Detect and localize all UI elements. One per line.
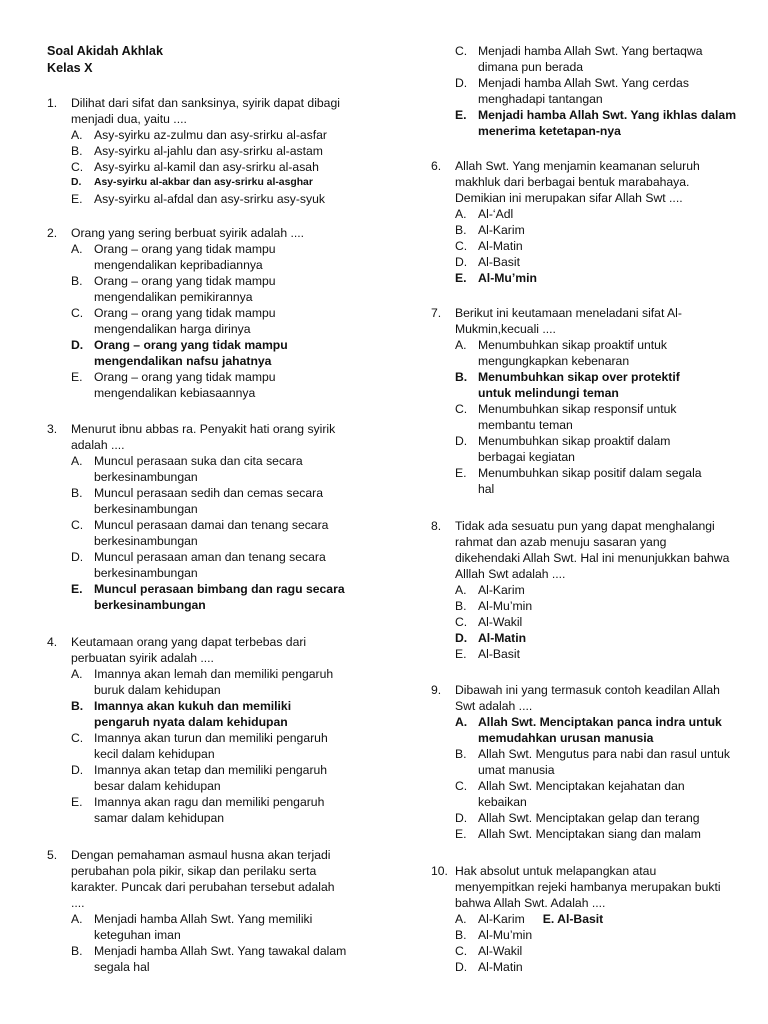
option-b[interactable] [431, 598, 731, 614]
question-5-continued [431, 43, 741, 139]
option-text: Orang – orang yang tidak mampu mengendalikan nafsu jahatnya [94, 338, 288, 368]
question-4 [47, 634, 347, 826]
question-number: 6. [431, 159, 442, 173]
option-text: Menjadi hamba Allah Swt. Yang ikhlas dalam menerima ketetapan-nya [478, 108, 737, 138]
option-text: Imannya akan ragu dan memiliki pengaruh samar dalam kehidupan [94, 795, 325, 825]
option-text: Al-Mu’min [478, 271, 537, 285]
option-text: Menjadi hamba Allah Swt. Yang memiliki keteguhan iman [94, 912, 313, 942]
option-text: Al-Mu’min [478, 928, 533, 942]
option-letter: C. [455, 402, 468, 416]
option-b[interactable] [47, 698, 347, 730]
option-text: Orang – orang yang tidak mampu mengendalikan pemikirannya [94, 274, 276, 304]
option-d[interactable] [431, 810, 731, 826]
option-e[interactable] [47, 794, 347, 826]
question-number: 9. [431, 683, 442, 697]
option-text: Menjadi hamba Allah Swt. Yang bertaqwa dimana pun berada [478, 44, 703, 74]
option-letter: D. [71, 763, 84, 777]
option-b[interactable] [47, 943, 347, 975]
option-text: Al-Matin [478, 631, 527, 645]
option-text: Asy-syirku al-jahlu dan asy-srirku al-astam [94, 144, 323, 158]
option-letter: E. [455, 647, 467, 661]
option-letter: E. [455, 108, 467, 122]
option-b[interactable] [431, 222, 736, 238]
question-number: 2. [47, 226, 58, 240]
option-letter: D. [455, 811, 468, 825]
option-d[interactable] [431, 75, 741, 107]
option-text: Imannya akan turun dan memiliki pengaruh kecil dalam kehidupan [94, 731, 328, 761]
option-letter: E. [71, 370, 83, 384]
option-text: Al-Karim [478, 223, 525, 237]
option-a[interactable] [47, 241, 347, 273]
option-letter: C. [455, 944, 468, 958]
option-letter: D. [455, 960, 468, 974]
option-letter: D. [455, 434, 468, 448]
option-a[interactable] [47, 666, 347, 698]
question-text: Hak absolut untuk melapangkan atau menyempitkan rejeki hambanya merupakan bukti bahwa Allah Swt. Adalah .... [455, 864, 721, 910]
option-text: Al-Wakil [478, 615, 523, 629]
question-number: 5. [47, 848, 58, 862]
option-letter: C. [455, 779, 468, 793]
option-text [478, 911, 721, 927]
option-e[interactable] [431, 646, 731, 662]
option-a[interactable] [431, 582, 731, 598]
option-a[interactable] [431, 911, 721, 927]
option-letter: E. [71, 192, 83, 206]
option-text: Allah Swt. Menciptakan siang dan malam [478, 827, 701, 841]
option-letter: C. [71, 160, 84, 174]
option-letter: A. [455, 583, 467, 597]
option-d[interactable] [431, 433, 706, 465]
question-text: Keutamaan orang yang dapat terbebas dari perbuatan syirik adalah .... [71, 635, 307, 665]
option-text: Allah Swt. Menciptakan kejahatan dan kebaikan [478, 779, 685, 809]
option-c[interactable] [431, 943, 721, 959]
question-1 [47, 95, 377, 207]
option-d[interactable] [431, 959, 721, 975]
option-c[interactable] [47, 730, 347, 762]
option-letter: D. [71, 338, 84, 352]
option-c[interactable] [431, 43, 741, 75]
option-b[interactable] [47, 485, 367, 517]
question-10 [431, 863, 721, 975]
option-text: Al-Basit [478, 255, 520, 269]
option-text: Al-Basit [478, 647, 520, 661]
option-c[interactable] [431, 614, 731, 630]
option-c[interactable] [431, 778, 731, 810]
option-text: Imannya akan kukuh dan memiliki pengaruh nyata dalam kehidupan [94, 699, 292, 729]
option-e[interactable] [431, 465, 706, 497]
option-text: Muncul perasaan sedih dan cemas secara berkesinambungan [94, 486, 323, 516]
option-e[interactable] [47, 369, 347, 401]
option-text: Menjadi hamba Allah Swt. Yang cerdas menghadapi tantangan [478, 76, 689, 106]
option-a[interactable] [431, 714, 731, 746]
option-letter: D. [455, 255, 468, 269]
option-letter: B. [455, 370, 468, 384]
option-text: Muncul perasaan bimbang dan ragu secara berkesinambungan [94, 582, 345, 612]
option-text: Al-Mu’min [478, 599, 533, 613]
option-a[interactable] [431, 206, 736, 222]
option-letter: A. [455, 715, 468, 729]
option-letter: A. [71, 128, 83, 142]
option-letter: C. [71, 731, 84, 745]
option-e[interactable] [431, 107, 741, 139]
option-text: Orang – orang yang tidak mampu mengendalikan kepribadiannya [94, 242, 276, 272]
option-text: Asy-syirku al-kamil dan asy-srirku al-asah [94, 160, 319, 174]
question-text: Menurut ibnu abbas ra. Penyakit hati orang syirik adalah .... [71, 422, 336, 452]
option-text: Menumbuhkan sikap proaktif untuk mengungkapkan kebenaran [478, 338, 668, 368]
question-text: Allah Swt. Yang menjamin keamanan seluruh makhluk dari berbagai bentuk marabahaya. Demikian ini merupakan sifar Allah Swt .... [455, 159, 700, 205]
option-e[interactable] [47, 581, 367, 613]
option-d[interactable] [47, 762, 347, 794]
option-text: Muncul perasaan suka dan cita secara berkesinambungan [94, 454, 303, 484]
option-letter: C. [455, 44, 468, 58]
option-text: Menjadi hamba Allah Swt. Yang tawakal dalam segala hal [94, 944, 347, 974]
option-b[interactable] [47, 143, 377, 159]
option-a[interactable] [47, 911, 347, 943]
option-c[interactable] [431, 238, 736, 254]
option-text: Menumbuhkan sikap responsif untuk membantu teman [478, 402, 677, 432]
option-text: Al-Wakil [478, 944, 523, 958]
option-letter: A. [71, 912, 83, 926]
option-letter: A. [455, 912, 467, 926]
question-text: Dibawah ini yang termasuk contoh keadilan Allah Swt adalah .... [455, 683, 720, 713]
question-7 [431, 305, 706, 497]
question-number: 3. [47, 422, 58, 436]
option-text: Orang – orang yang tidak mampu mengendalikan kebiasaannya [94, 370, 276, 400]
option-letter: B. [455, 928, 467, 942]
option-letter: E. [455, 271, 467, 285]
option-letter: C. [71, 518, 84, 532]
option-text: Muncul perasaan aman dan tenang secara berkesinambungan [94, 550, 326, 580]
exam-class: Kelas X [47, 61, 93, 75]
question-9 [431, 682, 731, 842]
question-number: 1. [47, 96, 58, 110]
option-d[interactable] [47, 549, 367, 581]
option-letter: B. [455, 599, 467, 613]
question-text: Dilihat dari sifat dan sanksinya, syirik dapat dibagi menjadi dua, yaitu .... [71, 96, 340, 126]
option-letter: A. [455, 338, 467, 352]
option-e[interactable] [431, 270, 736, 286]
option-text: Asy-syirku al-afdal dan asy-srirku asy-syuk [94, 192, 325, 206]
option-text: Allah Swt. Mengutus para nabi dan rasul untuk umat manusia [478, 747, 731, 777]
option-letter: A. [71, 454, 83, 468]
option-b[interactable] [431, 927, 721, 943]
option-letter: A. [71, 242, 83, 256]
option-c[interactable] [431, 401, 706, 433]
option-letter: E. [455, 827, 467, 841]
option-text: Asy-syirku az-zulmu dan asy-srirku al-asfar [94, 128, 327, 142]
exam-title: Soal Akidah Akhlak [47, 44, 163, 58]
page-header [47, 43, 163, 77]
option-c[interactable] [47, 305, 347, 337]
option-d[interactable] [431, 254, 736, 270]
option-text: Allah Swt. Menciptakan gelap dan terang [478, 811, 700, 825]
option-letter: C. [455, 615, 468, 629]
option-letter: E. [71, 795, 83, 809]
option-d[interactable] [47, 175, 377, 191]
question-number: 4. [47, 635, 58, 649]
option-c[interactable] [47, 159, 377, 175]
option-a-text: Al-Karim [478, 912, 525, 926]
option-letter: D. [71, 550, 84, 564]
option-letter: E. [71, 582, 83, 596]
question-text: Orang yang sering berbuat syirik adalah .... [71, 226, 305, 240]
question-text: Tidak ada sesuatu pun yang dapat menghalangi rahmat dan azab menuju sasaran yang dikehendaki Allah Swt. Hal ini menunjukkan bahwa Alllah Swt adalah .... [455, 519, 730, 581]
option-a[interactable] [431, 337, 706, 369]
option-e[interactable] [47, 191, 377, 207]
option-text: Al-Matin [478, 239, 523, 253]
option-b[interactable] [47, 273, 347, 305]
option-text: Al-‘Adl [478, 207, 514, 221]
option-letter: B. [71, 144, 83, 158]
question-text: Berikut ini keutamaan meneladani sifat Al-Mukmin,kecuali .... [455, 306, 682, 336]
question-number: 8. [431, 519, 442, 533]
option-letter: B. [71, 274, 83, 288]
question-6 [431, 158, 736, 286]
option-b[interactable] [431, 746, 731, 778]
question-number: 7. [431, 306, 442, 320]
option-letter: A. [455, 207, 467, 221]
option-letter: B. [455, 223, 467, 237]
option-letter: B. [71, 699, 84, 713]
option-letter: E. [455, 466, 467, 480]
option-text: Allah Swt. Menciptakan panca indra untuk memudahkan urusan manusia [478, 715, 722, 745]
option-text: Imannya akan lemah dan memiliki pengaruh buruk dalam kehidupan [94, 667, 334, 697]
option-letter: D. [71, 177, 82, 188]
option-d[interactable] [431, 630, 731, 646]
question-3 [47, 421, 367, 613]
option-a[interactable] [47, 453, 367, 485]
option-letter: D. [455, 631, 468, 645]
question-5 [47, 847, 347, 975]
option-c[interactable] [47, 517, 367, 549]
option-text: Menumbuhkan sikap positif dalam segala hal [478, 466, 702, 496]
question-text: Dengan pemahaman asmaul husna akan terjadi perubahan pola pikir, sikap dan perilaku serta karakter. Puncak dari perubahan tersebut adalah .... [71, 848, 335, 910]
option-letter: A. [71, 667, 83, 681]
option-text: Asy-syirku al-akbar dan asy-srirku al-asghar [94, 177, 313, 188]
option-letter: B. [71, 486, 83, 500]
question-number: 10. [431, 864, 448, 878]
option-text: Menumbuhkan sikap over protektif untuk melindungi teman [478, 370, 680, 400]
option-letter: D. [455, 76, 468, 90]
option-text: Imannya akan tetap dan memiliki pengaruh besar dalam kehidupan [94, 763, 328, 793]
option-text: Orang – orang yang tidak mampu mengendalikan harga dirinya [94, 306, 276, 336]
option-letter: B. [455, 747, 467, 761]
option-d[interactable] [47, 337, 347, 369]
option-letter: C. [71, 306, 84, 320]
option-a[interactable] [47, 127, 377, 143]
option-e[interactable] [431, 826, 731, 842]
option-letter: C. [455, 239, 468, 253]
option-text: Al-Karim [478, 583, 525, 597]
option-text: Menumbuhkan sikap proaktif dalam berbagai kegiatan [478, 434, 671, 464]
question-2 [47, 225, 347, 401]
question-8 [431, 518, 731, 662]
option-letter: B. [71, 944, 83, 958]
option-b[interactable] [431, 369, 706, 401]
option-e-inline[interactable]: E. Al-Basit [542, 912, 604, 926]
option-text: Muncul perasaan damai dan tenang secara berkesinambungan [94, 518, 329, 548]
option-text: Al-Matin [478, 960, 523, 974]
